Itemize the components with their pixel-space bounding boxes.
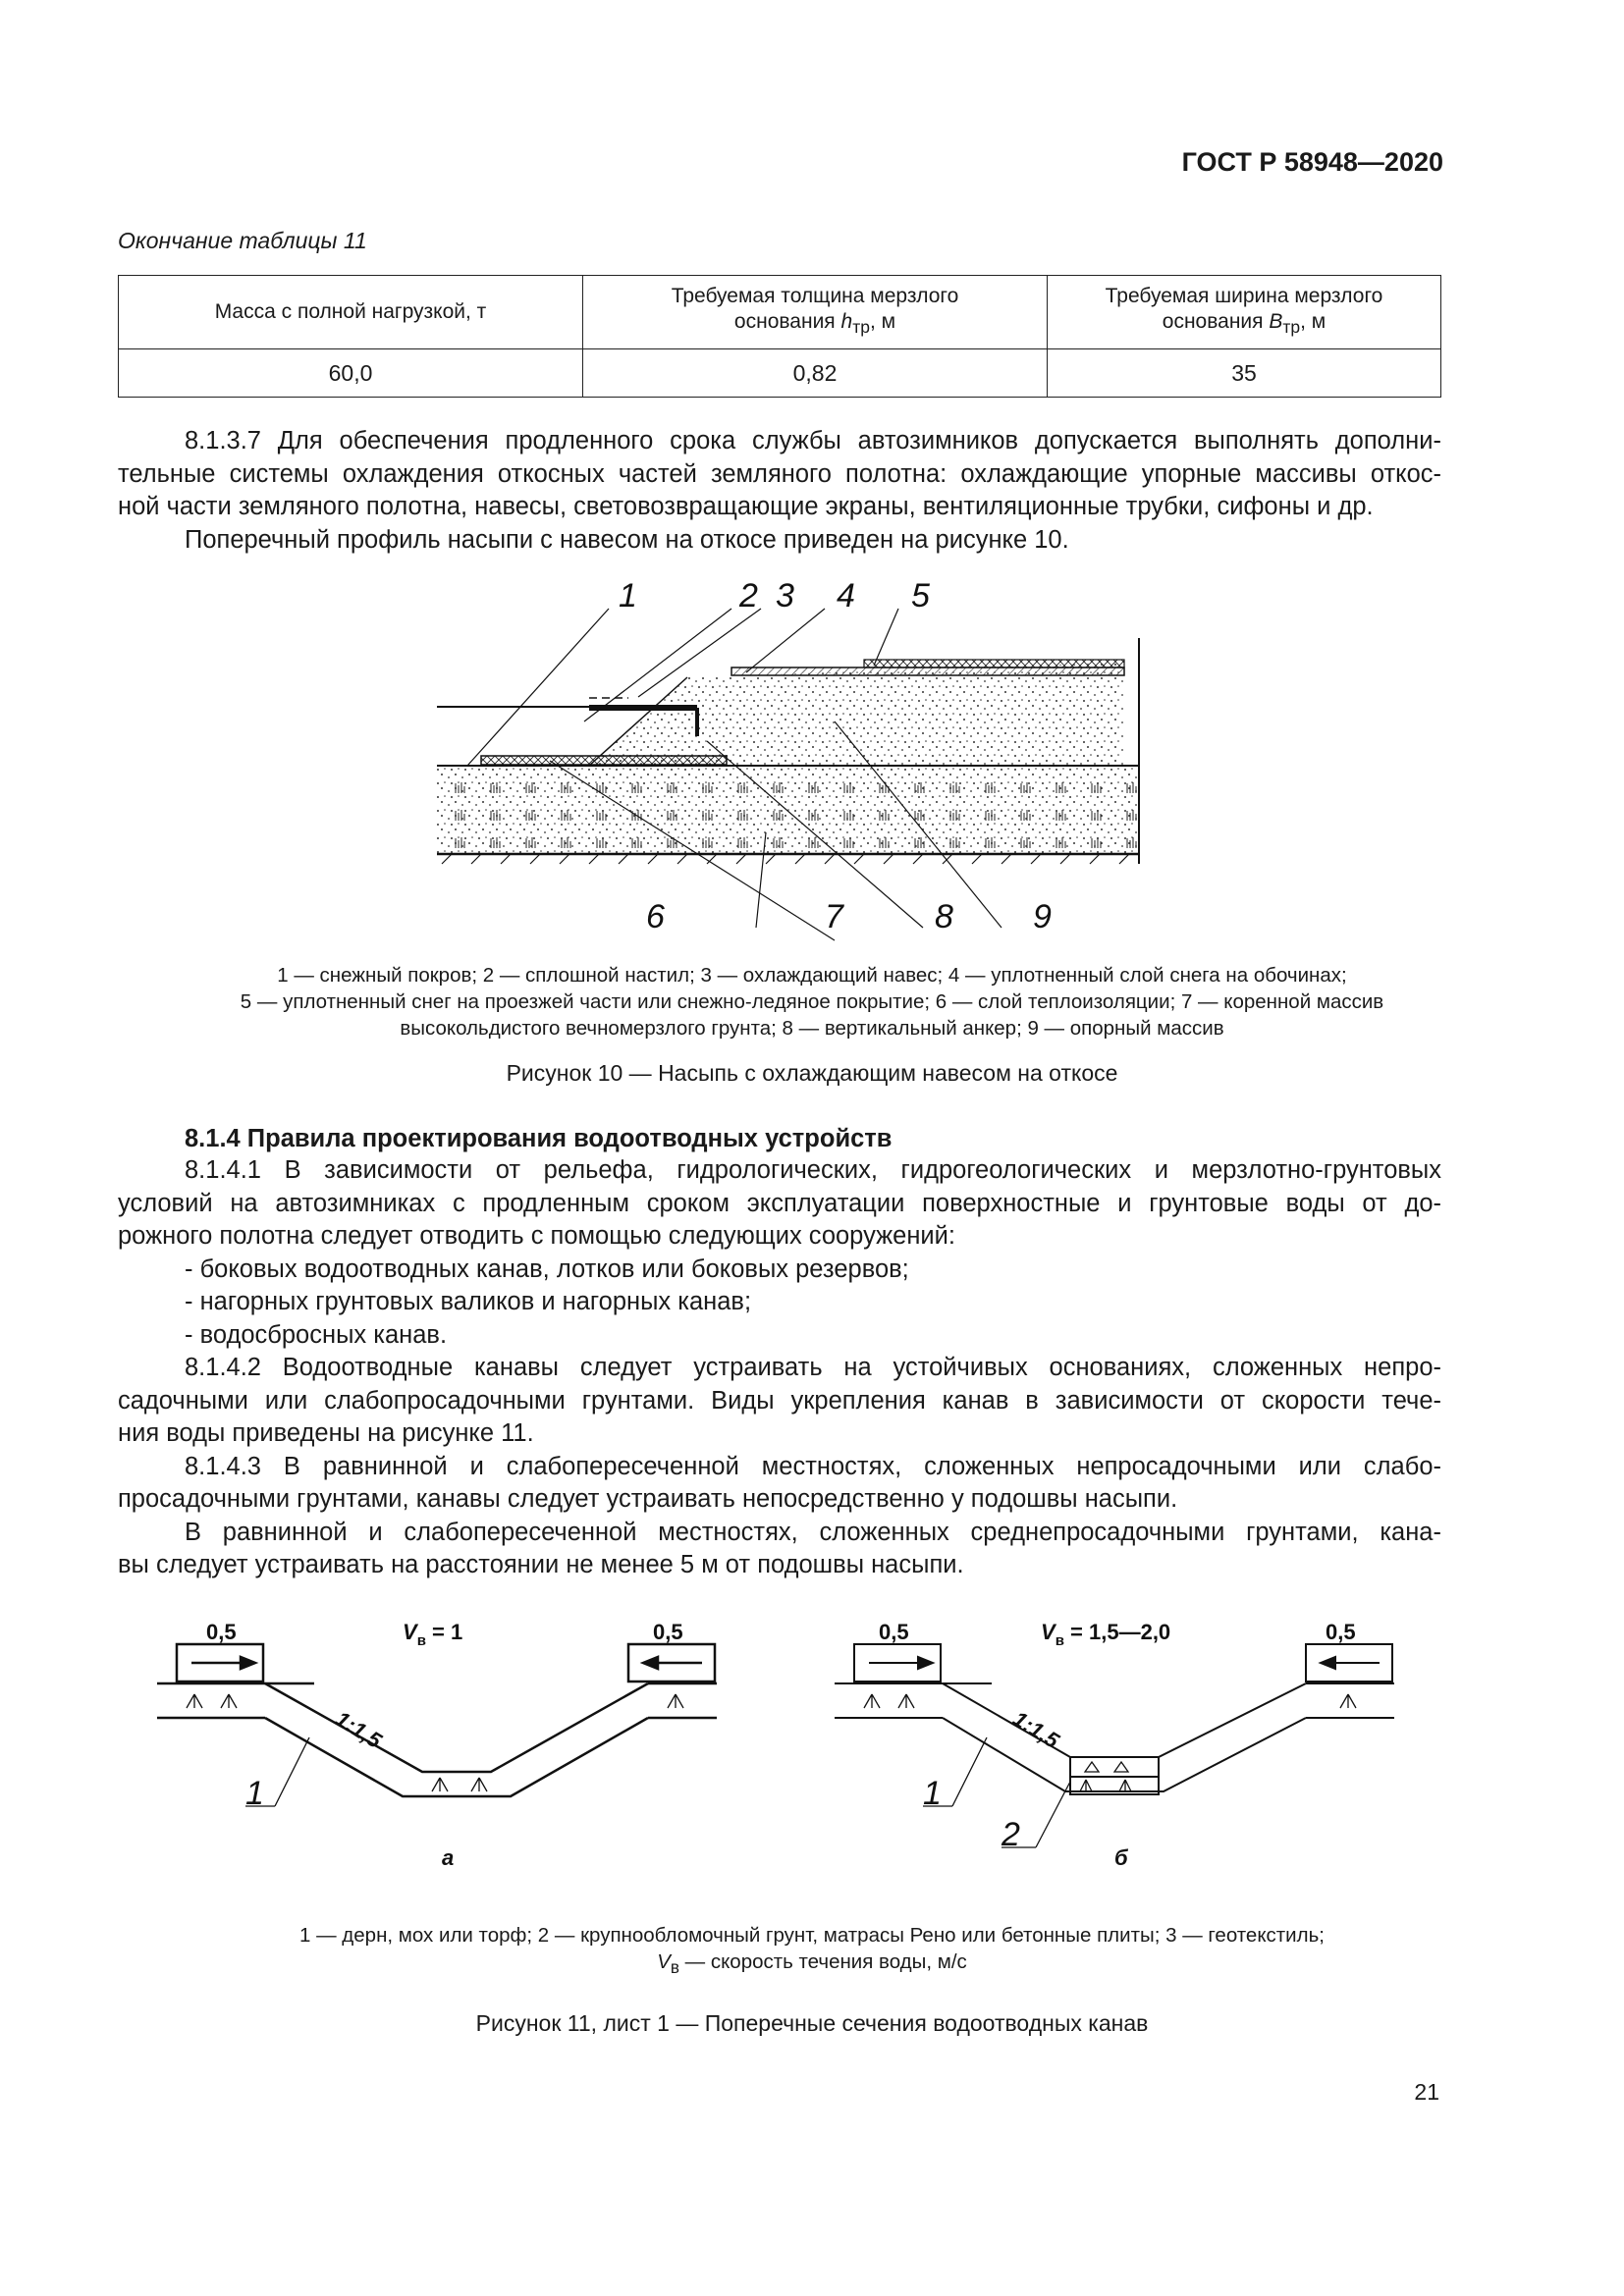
ditch-a-label-1: 1 [245,1775,264,1812]
fig10-label: 7 [825,898,843,935]
ditch-b-panel-label: б [1114,1845,1128,1870]
figure-10-embankment [412,579,1159,942]
fig10-label: 9 [1033,898,1052,935]
list-item: - водосбросных канав. [185,1320,448,1349]
ditch-b-berm-right: 0,5 [1326,1620,1356,1644]
ditch-a-berm-left: 0,5 [206,1620,237,1644]
ditch-a [157,1644,717,1796]
table-cell: 35 [1048,349,1441,398]
fig10-label: 2 [739,579,758,614]
section-8-1-4-title: 8.1.4 Правила проектирования водоотводных устройств [185,1125,893,1152]
fig10-label: 8 [935,898,953,935]
table-cell: 0,82 [583,349,1048,398]
ditch-b-velocity: $V_в$ = 1,5—2,0 [1041,1620,1171,1649]
section-8-1-4-body: 8.1.4.1 В зависимости от рельефа, гидрологических, гидрогеологических и мерзлотно-грунтовых условий на автозимниках с продленным сроком эксплуатации поверхностные и грунтовые воды от до- рожного полотна следует отводить с помощью следующих сооружений: - боковых водоотводных канав, лотков или боковых резервов; - нагорных грунтовых валиков и нагорных канав; - водосбросных канав. 8.1.4.2 Водоотводные канавы следует устраивать на устойчивых основаниях, сложенных непро- садочными или слабопросадочными грунтами. Виды укрепления канав в зависимости от скорости тече- ния воды приведены на рисунке 11. 8.1.4.3 В равнинной и слабопересеченной местностях, сложенных непросадочными или слабо- просадочными грунтами, канавы следует устраивать непосредственно у подошвы насыпи. В равнинной и слабопересеченной местностях, сложенных среднепросадочными грунтами, кана- вы следует устраивать на расстоянии не менее 5 м от подошвы насыпи. [118,1156,1441,1578]
table-cell: 60,0 [119,349,583,398]
ditch-a-velocity: $V_в = 1$ [403,1620,463,1649]
figure-10-legend: 1 — снежный покров; 2 — сплошной настил; 3 — охлаждающий навес; 4 — уплотненный слой снега на обочинах; 5 — уплотненный снег на проезжей части или снежно-ледяное покрытие; 6 — слой теплоизоляции; 7 — коренной массив высокольдистого вечномерзлого грунта; 8 — вертикальный анкер; 9 — опорный массив [240,964,1384,1040]
figure-11-ditches [147,1600,1414,1904]
figure-10-caption: Рисунок 10 — Насыпь с охлаждающим навесом на откосе [506,1060,1118,1086]
table-header-mass: Масса с полной нагрузкой, т [119,276,583,349]
figure-11-legend: 1 — дерн, мох или торф; 2 — крупнообломочный грунт, матрасы Рено или бетонные плиты; 3 — геотекстиль; $V_в$ — скорость течения воды, м/с [299,1924,1325,1978]
table-11 [118,275,1441,398]
ditch-b-label-1: 1 [923,1775,942,1812]
table-header-row [119,276,1441,349]
fig10-label: 6 [646,898,665,935]
list-item: - боковых водоотводных канав, лотков или боковых резервов; [185,1255,909,1283]
fig10-label: 5 [911,579,930,614]
figure-10-drawing [437,579,1139,940]
ditch-a-panel-label: а [442,1845,455,1870]
paragraph-8-1-3-7: 8.1.3.7 Для обеспечения продленного срока службы автозимников допускается выполнять дополни- тельные системы охлаждения откосных частей земляного полотна: охлаждающие упорные массивы откос- ной части земляного полотна, навесы, световозвращающие экраны, вентиляционные трубки, сифоны и др. Поперечный профиль насыпи с навесом на откосе приведен на рисунке 10. [118,427,1441,554]
ditch-a-berm-right: 0,5 [653,1620,683,1644]
page-number: 21 [1414,2079,1439,2105]
fig10-label: 1 [619,579,637,614]
ditch-b-berm-left: 0,5 [879,1620,909,1644]
fig10-label: 4 [837,579,855,614]
table-header-width: Требуемая ширина мерзлого основания $B_{тр}$, м [1048,276,1441,349]
ditch-a-slope: 1:1,5 [331,1706,387,1753]
table-header-thickness: Требуемая толщина мерзлого основания $h_{тр}$, м [583,276,1048,349]
standard-header: ГОСТ Р 58948—2020 [1181,147,1443,177]
table-continuation-label: Окончание таблицы 11 [118,228,367,253]
figure-11-caption: Рисунок 11, лист 1 — Поперечные сечения водоотводных канав [475,2010,1149,2036]
table-row [119,349,1441,398]
ditch-b-slope: 1:1,5 [1008,1706,1064,1753]
fig10-label: 3 [776,579,794,614]
ditch-b-label-2: 2 [1001,1816,1020,1853]
list-item: - нагорных грунтовых валиков и нагорных канав; [185,1288,752,1315]
